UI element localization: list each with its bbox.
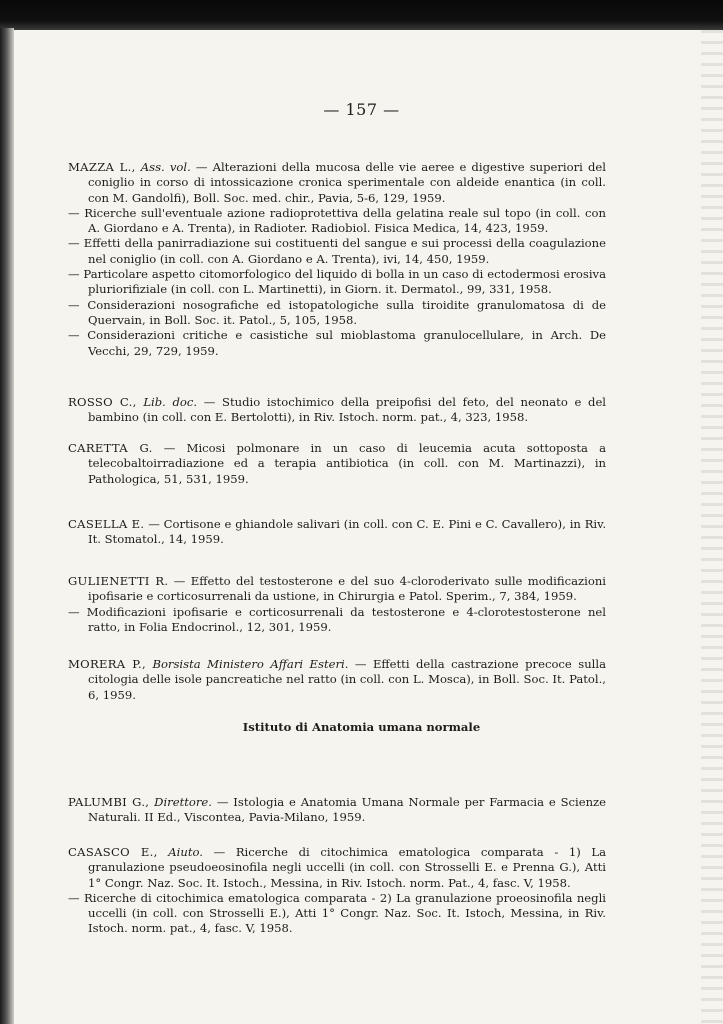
entry-item: — Ricerche di citochimica ematologica comparata - 2) La granulazione proeosinofila negli uccelli (in coll. con Strosselli E.), Atti 1° Congr. Naz. Soc. It. Istoch, Messina, in Riv. Istoch. norm. pat., 4, fasc. V, 1958. [68,890,606,936]
section-heading: Istituto di Anatomia umana normale [242,720,481,734]
entry-text: — Effetto del testosterone e del suo 4-cloroderivato sulle modificazioni ipofisarie e corticosurrenali da ustione, in Chirurgia e Patol. Sperim., 7, 384, 1959. [88,574,606,604]
bibliography-entry-rosso [68,395,606,426]
entry-item: — Effetti della panirradiazione sui costituenti del sangue e sui processi della coagulazione nel coniglio (in coll. con A. Giordano e A. Trenta), ivi, 14, 450, 1959. [68,236,606,266]
entry-item: — Particolare aspetto citomorfologico del liquido di bolla in un caso di ectodermosi erosiva pluriorifiziale (in coll. con L. Martinetti), in Giorn. it. Dermatol., 99, 331, 1958. [68,267,606,297]
bibliography-entry-gulienetti [68,574,606,635]
entry-item: — Modificazioni ipofisarie e corticosurrenali da testosterone e 4-clorotestosterone nel ratto, in Folia Endocrinol., 12, 301, 1959. [68,604,606,634]
bibliography-entry-morera [68,657,606,703]
scan-left-border [0,28,14,1024]
page-number: — 157 — [323,100,400,119]
entry-item [68,657,606,703]
author-role: Borsista Ministero Affari Esteri. [152,657,349,671]
bibliography-entry-casasco [68,845,606,937]
entry-text: — Cortisone e ghiandole salivari (in coll. con C. E. Pini e C. Cavallero), in Riv. It. Stomatol., 14, 1959. [88,517,607,547]
author-role: Aiuto. [168,845,203,859]
author-name: PALUMBI G., [68,795,150,809]
entry-item [68,160,606,206]
entry-text: — Micosi polmonare in un caso di leucemia acuta sottoposta a telecobaltoirradiazione ed a terapia antibiotica (in coll. con M. Martinazzi), in Pathologica, 51, 531, 1959. [88,441,607,486]
entry-item [68,574,606,605]
author-name: MORERA P., [68,657,146,671]
bibliography-entry-palumbi [68,795,606,826]
entry-text: — Alterazioni della mucosa delle vie aeree e digestive superiori del coniglio in corso di intossicazione cronica sperimentale con aldeide enantica (in coll. con M. Gandolfi), Boll. Soc. med. chir., Pavia, 5-6, 129, 1959. [88,160,606,205]
entry-text: — Effetti della castrazione precoce sulla citologia delle isole pancreatiche nel ratto (in coll. con L. Mosca), in Boll. Soc. It. Patol., 6, 1959. [88,657,606,702]
author-role: Ass. vol. [140,160,191,174]
entry-text: — Istologia e Anatomia Umana Normale per Farmacia e Scienze Naturali. II Ed., Viscontea, Pavia-Milano, 1959. [88,795,607,825]
entry-item: — Ricerche sull'eventuale azione radioprotettiva della gelatina reale sul topo (in coll. con A. Giordano e A. Trenta), in Radioter. Radiobiol. Fisica Medica, 14, 423, 1959. [68,205,606,236]
author-name: CARETTA G. [68,441,153,455]
scan-right-margin [701,30,723,1024]
entry-item [68,517,606,548]
entry-item [68,395,606,426]
bibliography-entry-mazza [68,160,606,359]
bibliography-entry-casella [68,517,606,548]
author-name: CASASCO E., [68,845,158,859]
entry-item: — Considerazioni nosografiche ed istopatologiche sulla tiroidite granulomatosa di de Quervain, in Boll. Soc. it. Patol., 5, 105, 1958. [68,297,606,327]
author-name: GULIENETTI R. [68,574,169,588]
author-name: CASELLA E. [68,517,145,531]
author-role: Direttore. [154,795,212,809]
author-role: Lib. doc. [143,395,198,409]
author-name: MAZZA L., [68,160,136,174]
entry-text: — Ricerche di citochimica ematologica comparata - 1) La granulazione pseudoeosinofila negli uccelli (in coll. con Strosselli E. e Prenna G.), Atti 1° Congr. Naz. Soc. It. Istoch., Messina, in Riv. Istoch. norm. Pat., 4, fasc. V, 1958. [88,845,607,890]
author-name: ROSSO C., [68,395,137,409]
entry-text: — Studio istochimico della preipofisi del feto, del neonato e del bambino (in coll. con E. Bertolotti), in Riv. Istoch. norm. pat., 4, 323, 1958. [88,395,607,425]
entry-item [68,845,606,891]
scan-top-border [0,0,723,30]
entry-item [68,795,606,826]
entry-item: — Considerazioni critiche e casistiche sul mioblastoma granulocellulare, in Arch. De Vecchi, 29, 729, 1959. [68,328,606,358]
entry-item [68,441,606,487]
bibliography-entry-caretta [68,441,606,487]
